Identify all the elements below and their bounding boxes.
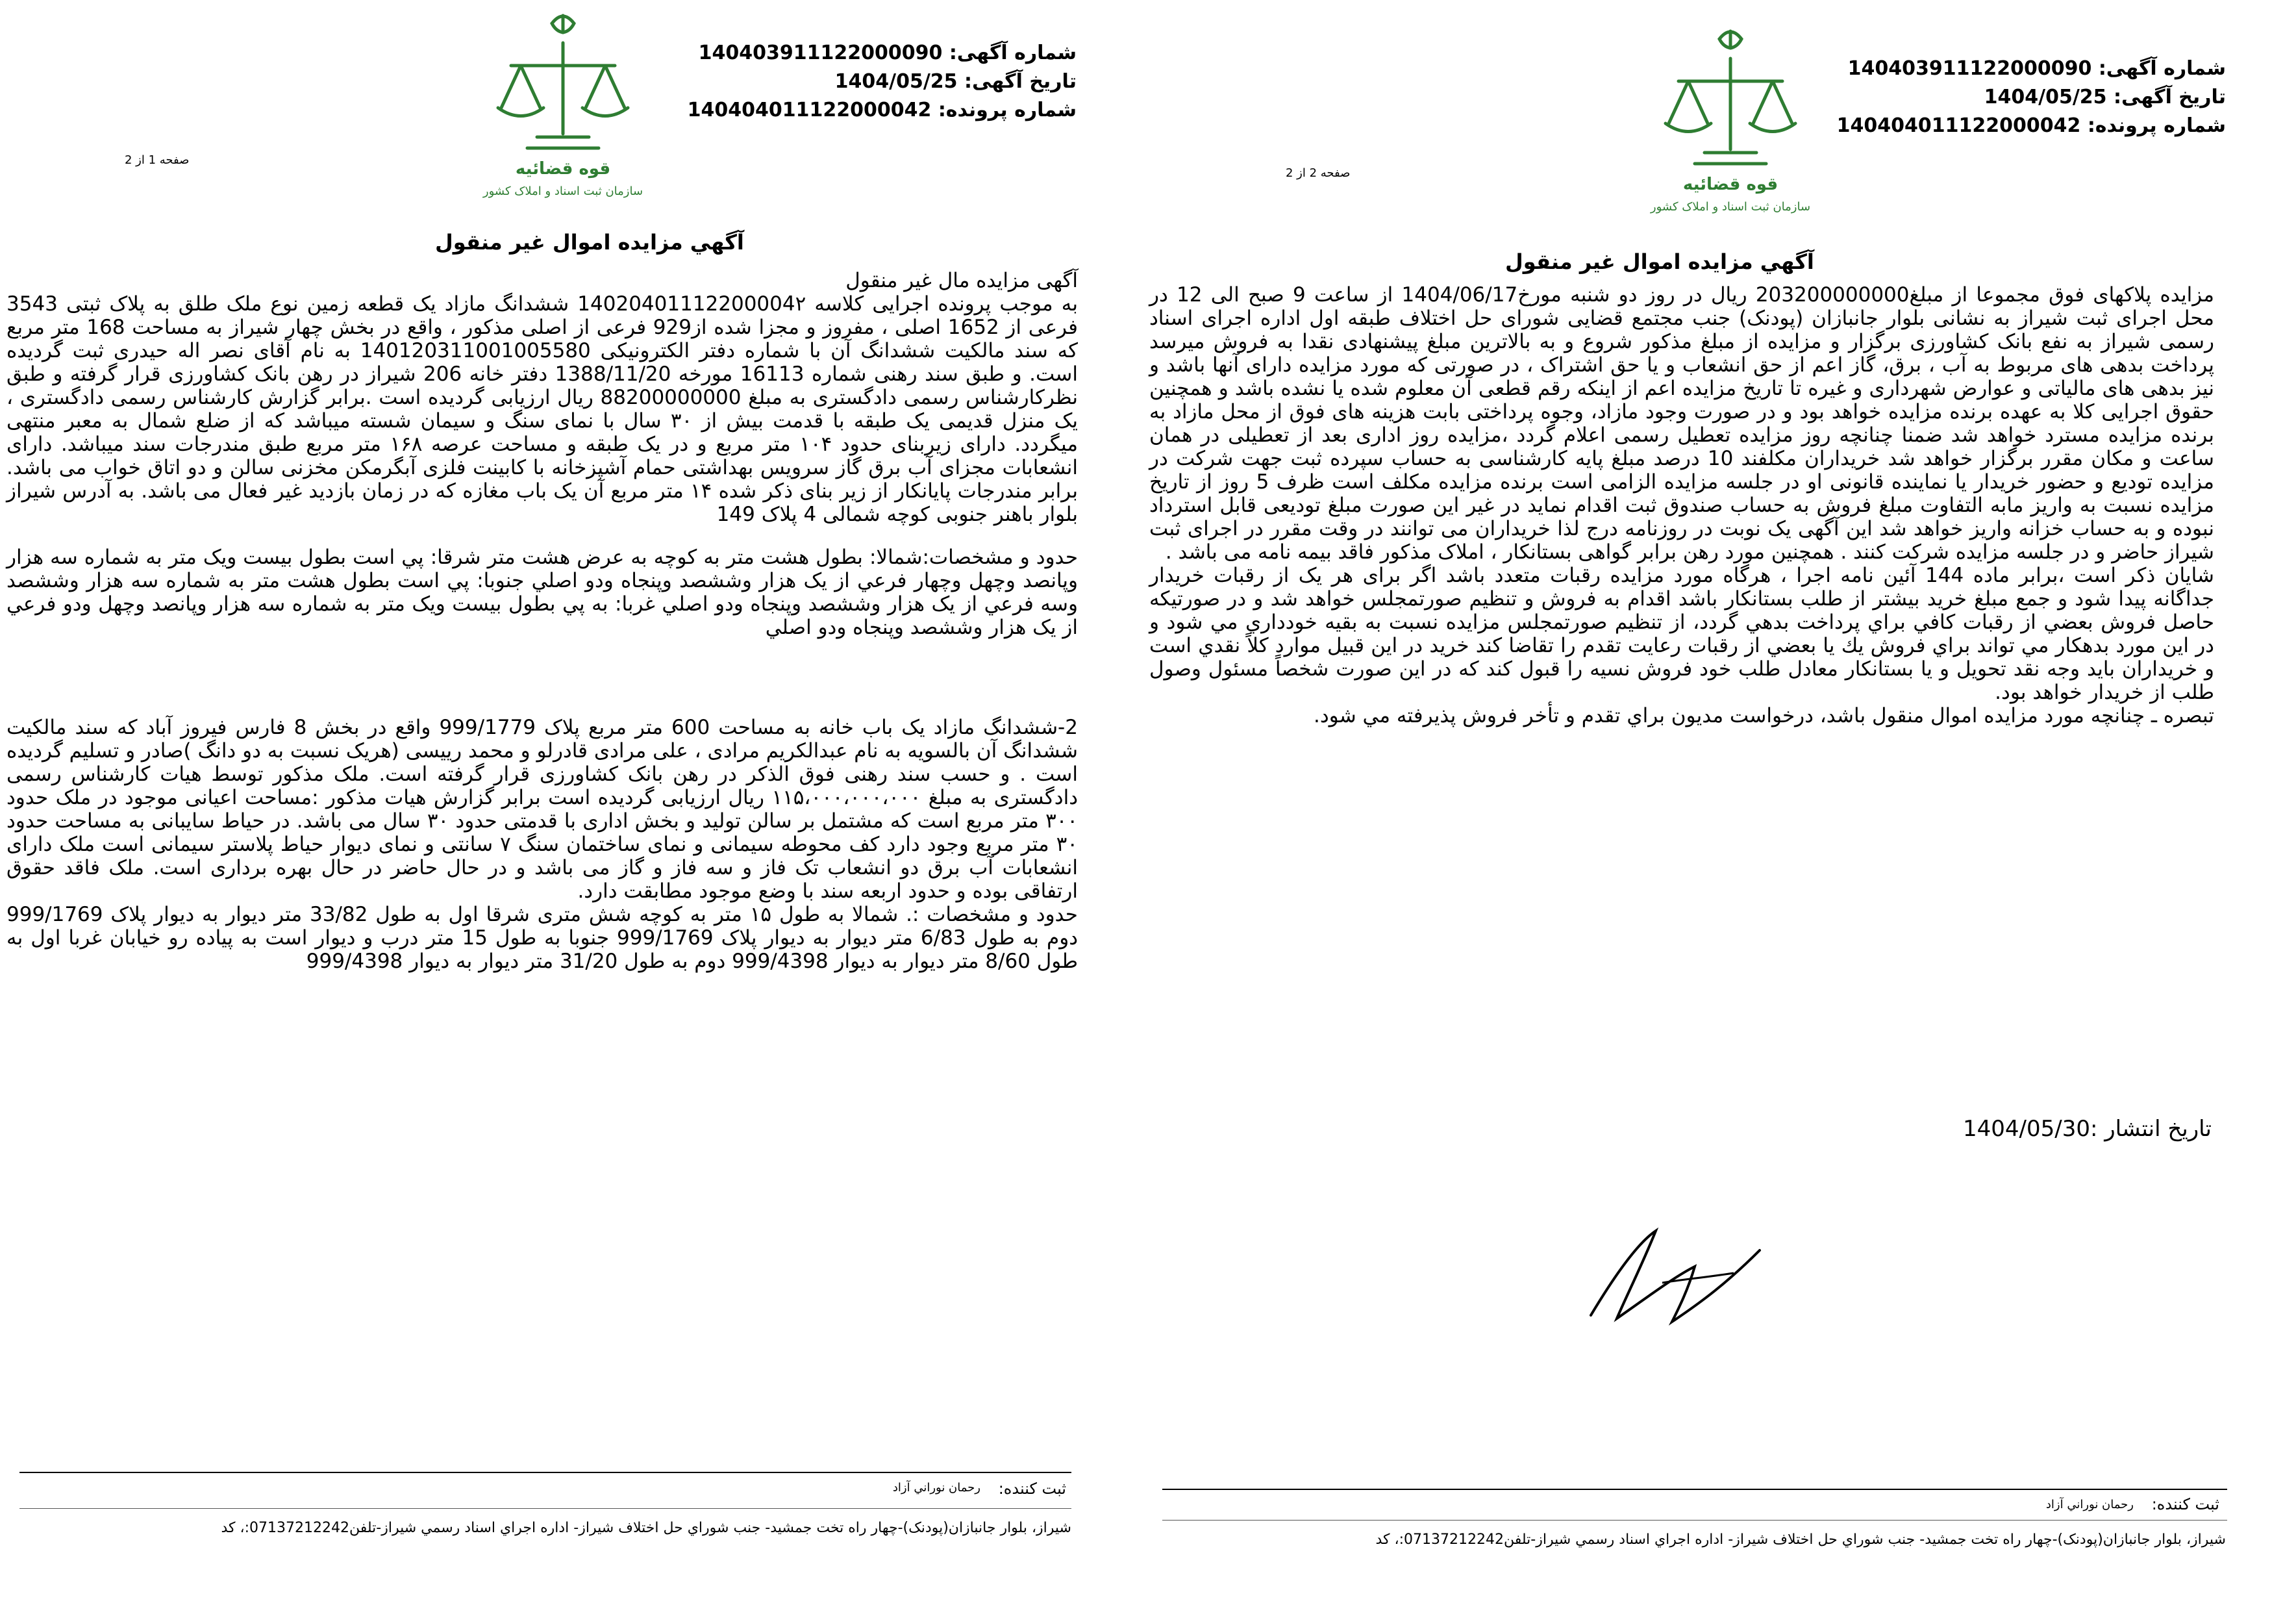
footer-divider — [19, 1508, 1071, 1509]
case-number: 140404011122000042 — [687, 99, 932, 121]
ad-date-line — [1984, 83, 2226, 112]
paragraph: به موجب پرونده اجرایی کلاسه 14020401112200004۲ ششدانگ مازاد یک قطعه زمین نوع ملک طلق به پلاک ثبتی 3543 فرعی از 1652 اصلی ، مفروز و مجزا شده از929 فرعی از اصلی مذکور ، واقع در بخش چهار شیراز به مساحت 168 متر مربع که سند مالکیت ششدانگ آن با شماره دفتر الکترونیکی 140120311001005580 به نام آقای نصر اله حیدری ثبت گردیده است. و طبق سند رهنی شماره 16113 مورخه 1388/11/20 دفتر خانه 206 شیراز در رهن بانک کشاورزی قرار گرفته و طبق نظرکارشناس رسمی دادگستری به مبلغ 88200000000 ریال ارزیابی گردیده است .برابر گزارش کارشناس رسمی دادگستری ، یک منزل قدیمی یک طبقه با قدمت بیش از ۳۰ سال با نمای سنگ و سیمان شسته میباشد که از ضلع شمال به معبر منتهی میگردد. دارای زیربنای حدود ۱۰۴ متر مربع و در یک طبقه و مساحت عرصه ۱۶۸ متر مربع طبق مندرجات سند میباشد. دارای انشعابات مجزای آب برق گاز سرویس بهداشتی حمام آشپزخانه با کابینت فلزی آبگرمکن مخزنی سالن و دو اتاق خواب می باشد. برابر مندرجات پایانکار از زیر بنای ذکر شده ۱۴ متر مربع آن یک باب مغازه که در زمان بازدید غیر فعال می باشد. به آدرس شیراز بلوار باهنر جنوبی کوچه شمالی 4 پلاک 149 — [6, 292, 1079, 526]
registrar-name: رحمان نوراني آزاد — [2045, 1498, 2134, 1511]
paragraph: تبصره ـ چنانچه مورد مزایده اموال منقول باشد، درخواست مدیون براي تقدم و تأخر فروش پذیرفته مي شود. — [1314, 704, 2214, 727]
ad-date: 1404/05/25 — [1984, 86, 2107, 108]
ad-number: 140403911122000090 — [1847, 57, 2092, 80]
case-number-label: شماره پرونده: — [938, 99, 1077, 121]
case-number-line — [1837, 112, 2226, 140]
emblem-caption: قوه قضائیه — [515, 159, 611, 179]
ad-number-line — [699, 39, 1077, 68]
page-title: آگهي مزايده اموال غير منقول — [1505, 249, 1814, 274]
paragraph: شایان ذکر است ،برابر ماده 144 آئین نامه اجرا ، هرگاه مورد مزایده رقبات متعدد باشد اگر برای هر یک از رقبات خریدار جداگانه پیدا شود و جمع مبلغ خرید بیشتر از طلب بستانکار باشد اقدام به فروش و تنظیم صورتمجلس خواهد شد و در صورتیکه حاصل فروش بعضي از رقبات كافي براي پرداخت بدهي گردد، از تنظیم صورتمجلس مزایده نسبت به بقیه خودداري مي شود و در این مورد بدهكار مي تواند براي فروش یك یا بعضي از رقبات رعایت تقدم را تقاضا كند خرید در این قبیل موارد كلاً نقدي است و خریداران باید وجه نقد تحویل و یا بستانكار معادل طلب خود فروش نسیه را قبول كند كه در این صورت شخصاً مسئول وصول طلب از خریدار خواهد بود. — [1149, 564, 2214, 704]
case-number: 140404011122000042 — [1836, 114, 2081, 137]
judiciary-emblem-icon — [475, 4, 651, 199]
publish-date: تاریخ انتشار :1404/05/30 — [1963, 1116, 2212, 1142]
office-address: شیراز، بلوار جانبازان(پودنک)-چهار راه تخت جمشید- جنب شوراي حل اختلاف شیراز- اداره اجراي اسناد رسمي شیراز-تلفن07137212242:، كد — [221, 1520, 1071, 1536]
footer-divider — [1162, 1489, 2227, 1490]
emblem-caption: قوه قضائیه — [1682, 175, 1778, 194]
signature-icon — [1565, 1205, 1786, 1348]
ad-number-label: شماره آگهی: — [2098, 57, 2226, 80]
registrar-label: ثبت کننده: — [2151, 1495, 2219, 1513]
page-indicator: صفحه 2 از 2 — [1286, 166, 1351, 180]
judiciary-emblem-icon — [1643, 19, 1818, 214]
ad-number-label: شماره آگهی: — [949, 42, 1077, 64]
paragraph: آگهی مزایده مال غیر منقول — [845, 269, 1078, 292]
ad-date-label: تاریخ آگهی: — [964, 70, 1077, 93]
registrar-name: رحمان نوراني آزاد — [892, 1481, 980, 1495]
paragraph: مزایده پلاکهای فوق مجموعا از مبلغ203200000000 ریال در روز دو شنبه مورخ1404/06/17 از ساعت 9 صبح الی 12 در محل اجرای ثبت شیراز به نشانی بلوار جانبازان (پودنک) جنب مجتمع قضایی شورای حل اختلاف طبقه اول اداره اجرای اسناد رسمی شیراز به نفع بانک کشاورزی برگزار و مزایده از مبلغ مذکور شروع و به بالاترین مبلغ پیشنهادی نقدا به فروش میرسد پرداخت بدهی های مربوط به آب ، برق، گاز اعم از حق انشعاب و یا حق اشتراک ، در صورتی که مورد مزایده دارای آنها باشد و نیز بدهی های مالیاتی و عوارض شهرداری و غیره تا تاریخ مزایده اعم از اینکه رقم قطعی آن معلوم شده یا نشده باشد و همچنین حقوق اجرایی کلا به عهده برنده مزایده خواهد بود و در صورت وجود مازاد، وجوه پرداختی بابت هزینه های فوق از محل مازاد به برنده مزایده مسترد خواهد شد ضمنا چنانچه روز مزایده تعطیل رسمی اعلام گردد ،مزایده روز اداری بعد از تعطیلی در همان ساعت و مکان مقرر برگزار خواهد شد خریداران مکلفند 10 درصد مبلغ پایه کارشناسی به حساب سپرده ثبت جهت شرکت در مزایده تودیع و حضور خریدار یا نماینده قانونی او در جلسه مزایده الزامی است برنده مزایده مکلف است ظرف 5 روز از تاریخ مزایده نسبت به واریز مابه التفاوت مبلغ فروش به حساب صندوق ثبت اقدام نماید در غیر این صورت مبلغ تودیعی قابل استرداد نبوده و به حساب خزانه واریز خواهد شد این آگهی یک نوبت در روزنامه درج لذا خریداران می توانند در وقت مقرر در اجرای ثبت شیراز حاضر و در جلسه مزایده شرکت کنند . همچنین مورد رهن برابر گواهی بستانکار ، املاک مذکور فاقد بیمه نامه می باشد . — [1149, 283, 2214, 564]
footer-divider — [19, 1472, 1071, 1473]
emblem-org: سازمان ثبت اسناد و املاک کشور — [1650, 200, 1811, 214]
ad-page-1 — [0, 0, 1143, 1603]
paragraph: حدود و مشخصات:شمالا: بطول هشت متر به کوچه به عرض هشت متر شرقا: پي است بطول بيست ويک متر به شماره سه هزار وپانصد وچهل وچهار فرعي از يک هزار وششصد وپنجاه ودو اصلي جنوبا: پي است بطول هشت متر به شماره سه هزار وششصد وسه فرعي از يک هزار وششصد وپنجاه ودو اصلي غربا: به پي بطول بيست ويک متر به شماره سه هزار وپانصد وچهل ودو فرعي از يک هزار وششصد وپنجاه ودو اصلي — [6, 546, 1078, 639]
office-address: شیراز، بلوار جانبازان(پودنک)-چهار راه تخت جمشید- جنب شوراي حل اختلاف شیراز- اداره اجراي اسناد رسمي شیراز-تلفن07137212242:، كد — [1375, 1532, 2226, 1548]
case-number-line — [688, 96, 1077, 125]
ad-number-line — [1848, 55, 2226, 83]
registrar-label: ثبت کننده: — [998, 1480, 1066, 1498]
ad-date: 1404/05/25 — [834, 70, 958, 93]
footer-divider — [1162, 1520, 2227, 1521]
ad-date-label: تاریخ آگهی: — [2113, 86, 2226, 108]
case-number-label: شماره پرونده: — [2087, 114, 2226, 137]
ad-number: 140403911122000090 — [698, 42, 943, 64]
ad-body — [6, 269, 1078, 973]
ad-body — [1149, 283, 2214, 727]
page-indicator: صفحه 1 از 2 — [125, 153, 190, 167]
paragraph: 2-ششدانگ مازاد یک باب خانه به مساحت 600 متر مربع پلاک 999/1779 واقع در بخش 8 فارس فیروز آباد که سند مالکیت ششدانگ آن بالسویه به نام عبدالکریم مرادی ، علی مرادی قادرلو و محمد رییسی (هریک نسبت به دو دانگ )صادر و تسلیم گردیده است . و حسب سند رهنی فوق الذکر در رهن بانک کشاورزی قرار گرفته است. ملک مذکور توسط هیات کارشناس رسمی دادگستری به مبلغ ۱۱۵،۰۰۰،۰۰۰،۰۰۰ ریال ارزیابی گردیده است برابر گزارش هیات مذکور :مساحت اعیانی موجود در ملک حدود ۳۰۰ متر مربع است که مشتمل بر سالن تولید و بخش اداری با قدمتی حدود ۳۰ سال می باشد. در حیاط سایبانی به مساحت حدود ۳۰ متر مربع وجود دارد کف محوطه سیمانی و نمای ساختمان سنگ ۷ سانتی و نمای دیوار حیاط پلاستر سیمانی است ملک دارای انشعابات آب برق دو انشعاب تک فاز و سه فاز و گاز می باشد و در حال حاضر در حال بهره برداری است. ملک فاقد حقوق ارتفاقی بوده و حدود اربعه سند با وضع موجود مطابقت دارد. — [6, 716, 1079, 903]
ad-date-line — [835, 68, 1077, 96]
page-title: آگهي مزايده اموال غير منقول — [435, 230, 744, 255]
ad-page-2 — [1143, 0, 2296, 1603]
emblem-org: سازمان ثبت اسناد و املاک کشور — [482, 184, 643, 198]
paragraph: حدود و مشخصات :. شمالا به طول ۱۵ متر به کوچه شش متری شرقا اول به طول 33/82 متر دیوار به دیوار پلاک 999/1769 دوم به طول 6/83 متر دیوار به دیوار پلاک 999/1769 جنوبا به طول 15 متر درب و دیوار است به پیاده رو خیابان غربا اول به طول 8/60 متر دیوار به دیوار 999/4398 دوم به طول 31/20 متر دیوار به دیوار 999/4398 — [6, 903, 1079, 973]
